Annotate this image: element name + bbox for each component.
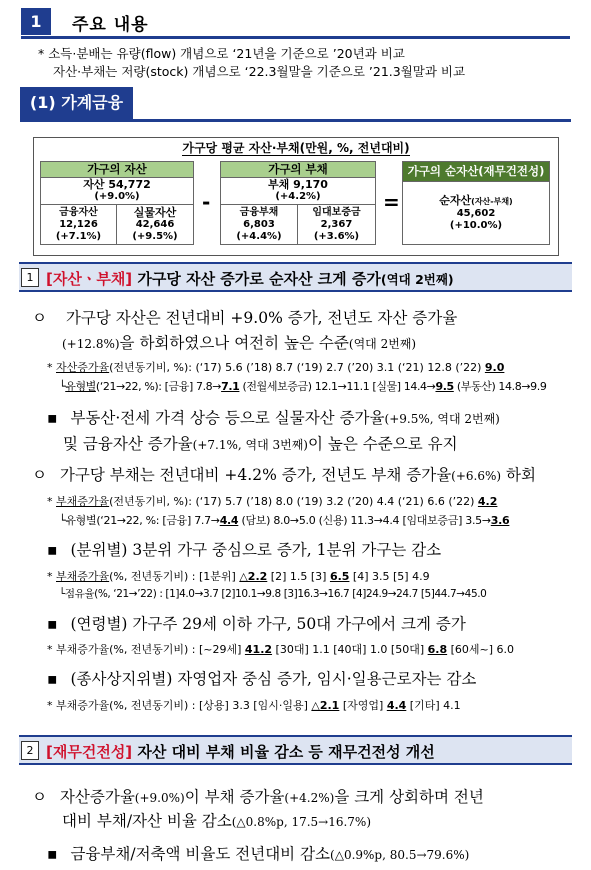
- bullet: ▪: [47, 670, 58, 688]
- financial-debt-value: 6,803: [243, 219, 275, 230]
- stat-highlight: 6.5: [329, 570, 350, 583]
- sub-arrow: └: [59, 380, 66, 393]
- bullet: ㅇ: [32, 309, 47, 327]
- section-tag: [자산ㆍ부채]: [46, 270, 133, 288]
- equals-sign: =: [383, 190, 400, 214]
- paragraph-text: 가구당 부채는 전년대비 +4.2% 증가, 전년도 부채 증가율: [59, 466, 452, 484]
- lease-deposit-change: (+3.6%): [313, 231, 360, 242]
- debt-type-stats: [59, 512, 509, 528]
- section-tag: [재무건전성]: [46, 743, 133, 761]
- stat-latest-value: 4.2: [477, 495, 498, 508]
- stat-highlight: 3.6: [490, 514, 510, 527]
- debt-growth-stats: [47, 493, 497, 509]
- summary-box: [33, 137, 559, 256]
- debt-increase-paragraph: [32, 463, 536, 485]
- net-assets-cell: [402, 181, 550, 245]
- section-title-text: 자산 대비 부채 비율 감소 등 재무건전성 개선: [132, 743, 435, 761]
- assets-total-change: (+9.0%): [94, 191, 140, 202]
- stat-text: (‘21→22, %): [금융] 7.8→: [95, 380, 222, 393]
- asset-growth-stats: [47, 359, 504, 375]
- note-line-2: 자산·부채는 저량(stock) 개념으로 ‘22.3월말을 기준으로 ’21.3월말과 비교: [53, 64, 466, 79]
- paragraph-text: 을 하회하였으나 여전히 높은 수준: [119, 334, 349, 352]
- stat-highlight: △2.1: [311, 699, 340, 712]
- asset-increase-paragraph: [32, 306, 457, 328]
- paragraph-text: 자산증가율: [59, 788, 135, 806]
- stat-values: (전년동기비, %): (‘17) 5.7 (’18) 8.0 (‘19) 3.2 (’20) 4.4 (‘21) 6.6 (’22): [109, 495, 478, 508]
- stat-text: (담보) 8.0→5.0 (신용) 11.3→4.4 [임대보증금] 3.5→: [238, 514, 491, 527]
- financial-debt-change: (+4.4%): [236, 231, 282, 242]
- soundness-paragraph: [32, 785, 484, 807]
- age-stats: [47, 641, 514, 657]
- real-assets-change: (+9.5%): [132, 231, 178, 242]
- quintile-share-stats: [59, 586, 486, 601]
- assets-header: 가구의 자산: [40, 161, 194, 178]
- real-estate-paragraph: [47, 406, 500, 428]
- employment-paragraph: [47, 667, 476, 689]
- note-line-1: * 소득·분배는 유량(flow) 개념으로 ‘21년을 기준으로 ’20년과 비교: [38, 46, 405, 61]
- stat-label: 유형별: [65, 514, 97, 527]
- bullet: ▪: [47, 615, 58, 633]
- stat-highlight: 7.1: [221, 380, 240, 393]
- paragraph-text: 금융부채/저축액 비율도 전년대비 감소: [70, 845, 331, 863]
- asterisk: *: [47, 361, 53, 374]
- stat-text: [기타] 4.1: [406, 699, 461, 712]
- financial-soundness-section-header: [19, 735, 572, 765]
- section-title-text: 가구당 자산 증가로 순자산 크게 증가: [132, 270, 381, 288]
- stat-highlight: 4.4: [219, 514, 239, 527]
- asterisk: *: [47, 699, 53, 712]
- stat-text: (부동산) 14.8→9.9: [453, 380, 547, 393]
- savings-ratio-paragraph: [47, 842, 469, 864]
- paragraph-text: 이 높은 수준으로 유지: [308, 435, 458, 453]
- stat-highlight: 6.8: [427, 643, 448, 656]
- paragraph-line-1: 가구당 자산은 전년대비 +9.0% 증가, 전년도 자산 증가율: [65, 309, 458, 327]
- lease-deposit-value: 2,367: [320, 219, 353, 230]
- age-paragraph: [47, 612, 466, 634]
- financial-soundness-section-title: [46, 741, 435, 762]
- paragraph-note: (△0.8%p, 17.5→16.7%): [231, 815, 372, 829]
- stat-text: 부채증가율(%, 전년동기비) : [상용] 3.3 [임시·일용]: [56, 699, 312, 712]
- stat-text: [30대] 1.1 [40대] 1.0 [50대]: [272, 643, 428, 656]
- debt-total-change: (+4.2%): [275, 191, 321, 202]
- rank-note: (역대 2번째): [348, 337, 417, 351]
- bullet: ㅇ: [32, 788, 47, 806]
- assets-total-cell: [40, 177, 194, 205]
- paragraph-note: (+9.0%): [134, 791, 185, 805]
- stat-text: 부채증가율(%, 전년동기비) : [~29세]: [56, 643, 245, 656]
- financial-debt-label: 금융부채: [239, 207, 279, 218]
- net-assets-value: 45,602: [456, 208, 496, 219]
- real-assets-label: 실물자산: [133, 206, 177, 219]
- stat-highlight: 9.5: [435, 380, 454, 393]
- bullet: ▪: [47, 845, 58, 863]
- paragraph-note: (+9.5%, 역대 2번째): [384, 412, 500, 426]
- asterisk: *: [47, 570, 53, 583]
- asterisk: *: [47, 643, 53, 656]
- asset-type-stats: [59, 378, 546, 394]
- paragraph-note: (+4.2%): [284, 791, 335, 805]
- paragraph-text: (분위별) 3분위 가구 중심으로 증가, 1분위 가구는 감소: [70, 541, 442, 559]
- stat-text: (전월세보증금) 12.1→11.1 [실물] 14.4→: [239, 380, 436, 393]
- employment-stats: [47, 697, 461, 713]
- paragraph-text: 및 금융자산 증가율: [63, 435, 193, 453]
- stat-text: [60세~] 6.0: [447, 643, 515, 656]
- stat-text: [자영업]: [339, 699, 387, 712]
- stat-text: (‘21→22, %: [금융] 7.7→: [96, 514, 220, 527]
- debt-header: 가구의 부채: [220, 161, 376, 178]
- banner-divider: [20, 119, 571, 122]
- real-estate-paragraph-line-2: [63, 432, 458, 454]
- stat-label: 점유율: [64, 588, 95, 600]
- stat-label: 부채증가율: [56, 495, 110, 508]
- bullet: ▪: [47, 541, 58, 559]
- paragraph-note: (+7.1%, 역대 3번째): [192, 438, 308, 452]
- stat-label: 부채증가율: [56, 570, 110, 583]
- stat-highlight: △2.2: [239, 570, 268, 583]
- summary-title: 가구당 평균 자산·부채(만원, %, 전년대비): [182, 141, 410, 155]
- lease-deposit-cell: [297, 204, 376, 245]
- debt-total-label: 부채 9,170: [268, 178, 328, 191]
- stat-text: [2] 1.5 [3]: [267, 570, 330, 583]
- bullet: ▪: [47, 409, 58, 427]
- section-divider: [21, 36, 570, 39]
- financial-assets-cell: [40, 204, 117, 245]
- assets-total-label: 자산 54,772: [83, 178, 151, 191]
- debt-total-cell: [220, 177, 376, 205]
- paragraph-text: 부동산·전세 가격 상승 등으로 실물자산 증가율: [70, 409, 385, 427]
- section-number: 2: [21, 741, 39, 760]
- minus-sign: -: [202, 190, 211, 214]
- stat-values: (전년동기비, %): (‘17) 5.6 (’18) 8.7 (‘19) 2.7 (’20) 3.1 (‘21) 12.8 (’22): [109, 361, 485, 374]
- financial-debt-cell: [220, 204, 298, 245]
- stat-latest-value: 9.0: [484, 361, 505, 374]
- financial-assets-label: 금융자산: [59, 207, 98, 218]
- stat-label: 유형별: [65, 380, 96, 393]
- assets-debt-section-header: [19, 262, 572, 292]
- prior-rate: (+12.8%): [62, 337, 120, 351]
- paragraph-text: 하회: [501, 466, 536, 484]
- paragraph-text: (종사상지위별) 자영업자 중심 증가, 임시·일용근로자는 감소: [70, 670, 477, 688]
- stat-highlight: 41.2: [244, 643, 273, 656]
- paragraph-text: 이 부채 증가율: [184, 788, 285, 806]
- net-assets-change: (+10.0%): [449, 220, 503, 231]
- stat-text: (%, ‘21→’22) : [1]4.0→3.7 [2]10.1→9.8 [3]16.3→16.7 [4]24.9→24.7 [5]44.7→45.0: [94, 588, 487, 600]
- paragraph-text: (연령별) 가구주 29세 이하 가구, 50대 가구에서 크게 증가: [70, 615, 466, 633]
- section-title: 주요 내용: [72, 15, 149, 35]
- net-assets-label-line: [403, 195, 549, 208]
- stat-label: 자산증가율: [56, 361, 110, 374]
- section-title-tail: (역대 2번째): [380, 272, 454, 287]
- bullet: ㅇ: [32, 466, 47, 484]
- section-number-badge: 1: [21, 8, 51, 35]
- paragraph-note: (△0.9%p, 80.5→79.6%): [330, 848, 470, 862]
- household-finance-banner: (1) 가계금융: [20, 87, 133, 119]
- financial-assets-value: 12,126: [59, 219, 98, 230]
- lease-deposit-label: 임대보증금: [312, 207, 361, 218]
- net-assets-label: 순자산: [439, 194, 472, 207]
- asset-increase-paragraph-line-2: [62, 331, 416, 353]
- sub-arrow: └: [59, 588, 65, 600]
- financial-assets-change: (+7.1%): [55, 231, 102, 242]
- net-assets-label-sub: (자산-부채): [471, 197, 513, 206]
- soundness-paragraph-line-2: [62, 809, 371, 831]
- quintile-paragraph: [47, 538, 441, 560]
- quintile-stats: [47, 568, 430, 584]
- paragraph-note: (+6.6%): [451, 469, 502, 483]
- section-number: 1: [21, 268, 39, 287]
- paragraph-text: 을 크게 상회하며 전년: [334, 788, 484, 806]
- net-assets-header: 가구의 순자산(재무건전성): [402, 161, 550, 182]
- real-assets-value: 42,646: [135, 219, 175, 230]
- stat-text: [4] 3.5 [5] 4.9: [349, 570, 430, 583]
- paragraph-text: 대비 부채/자산 비율 감소: [62, 812, 232, 830]
- sub-arrow: └: [59, 514, 66, 527]
- stat-text: (%, 전년동기비) : [1분위]: [109, 570, 240, 583]
- stat-highlight: 4.4: [386, 699, 407, 712]
- asterisk: *: [47, 495, 53, 508]
- real-assets-cell: [116, 204, 194, 245]
- assets-debt-section-title: [46, 268, 454, 289]
